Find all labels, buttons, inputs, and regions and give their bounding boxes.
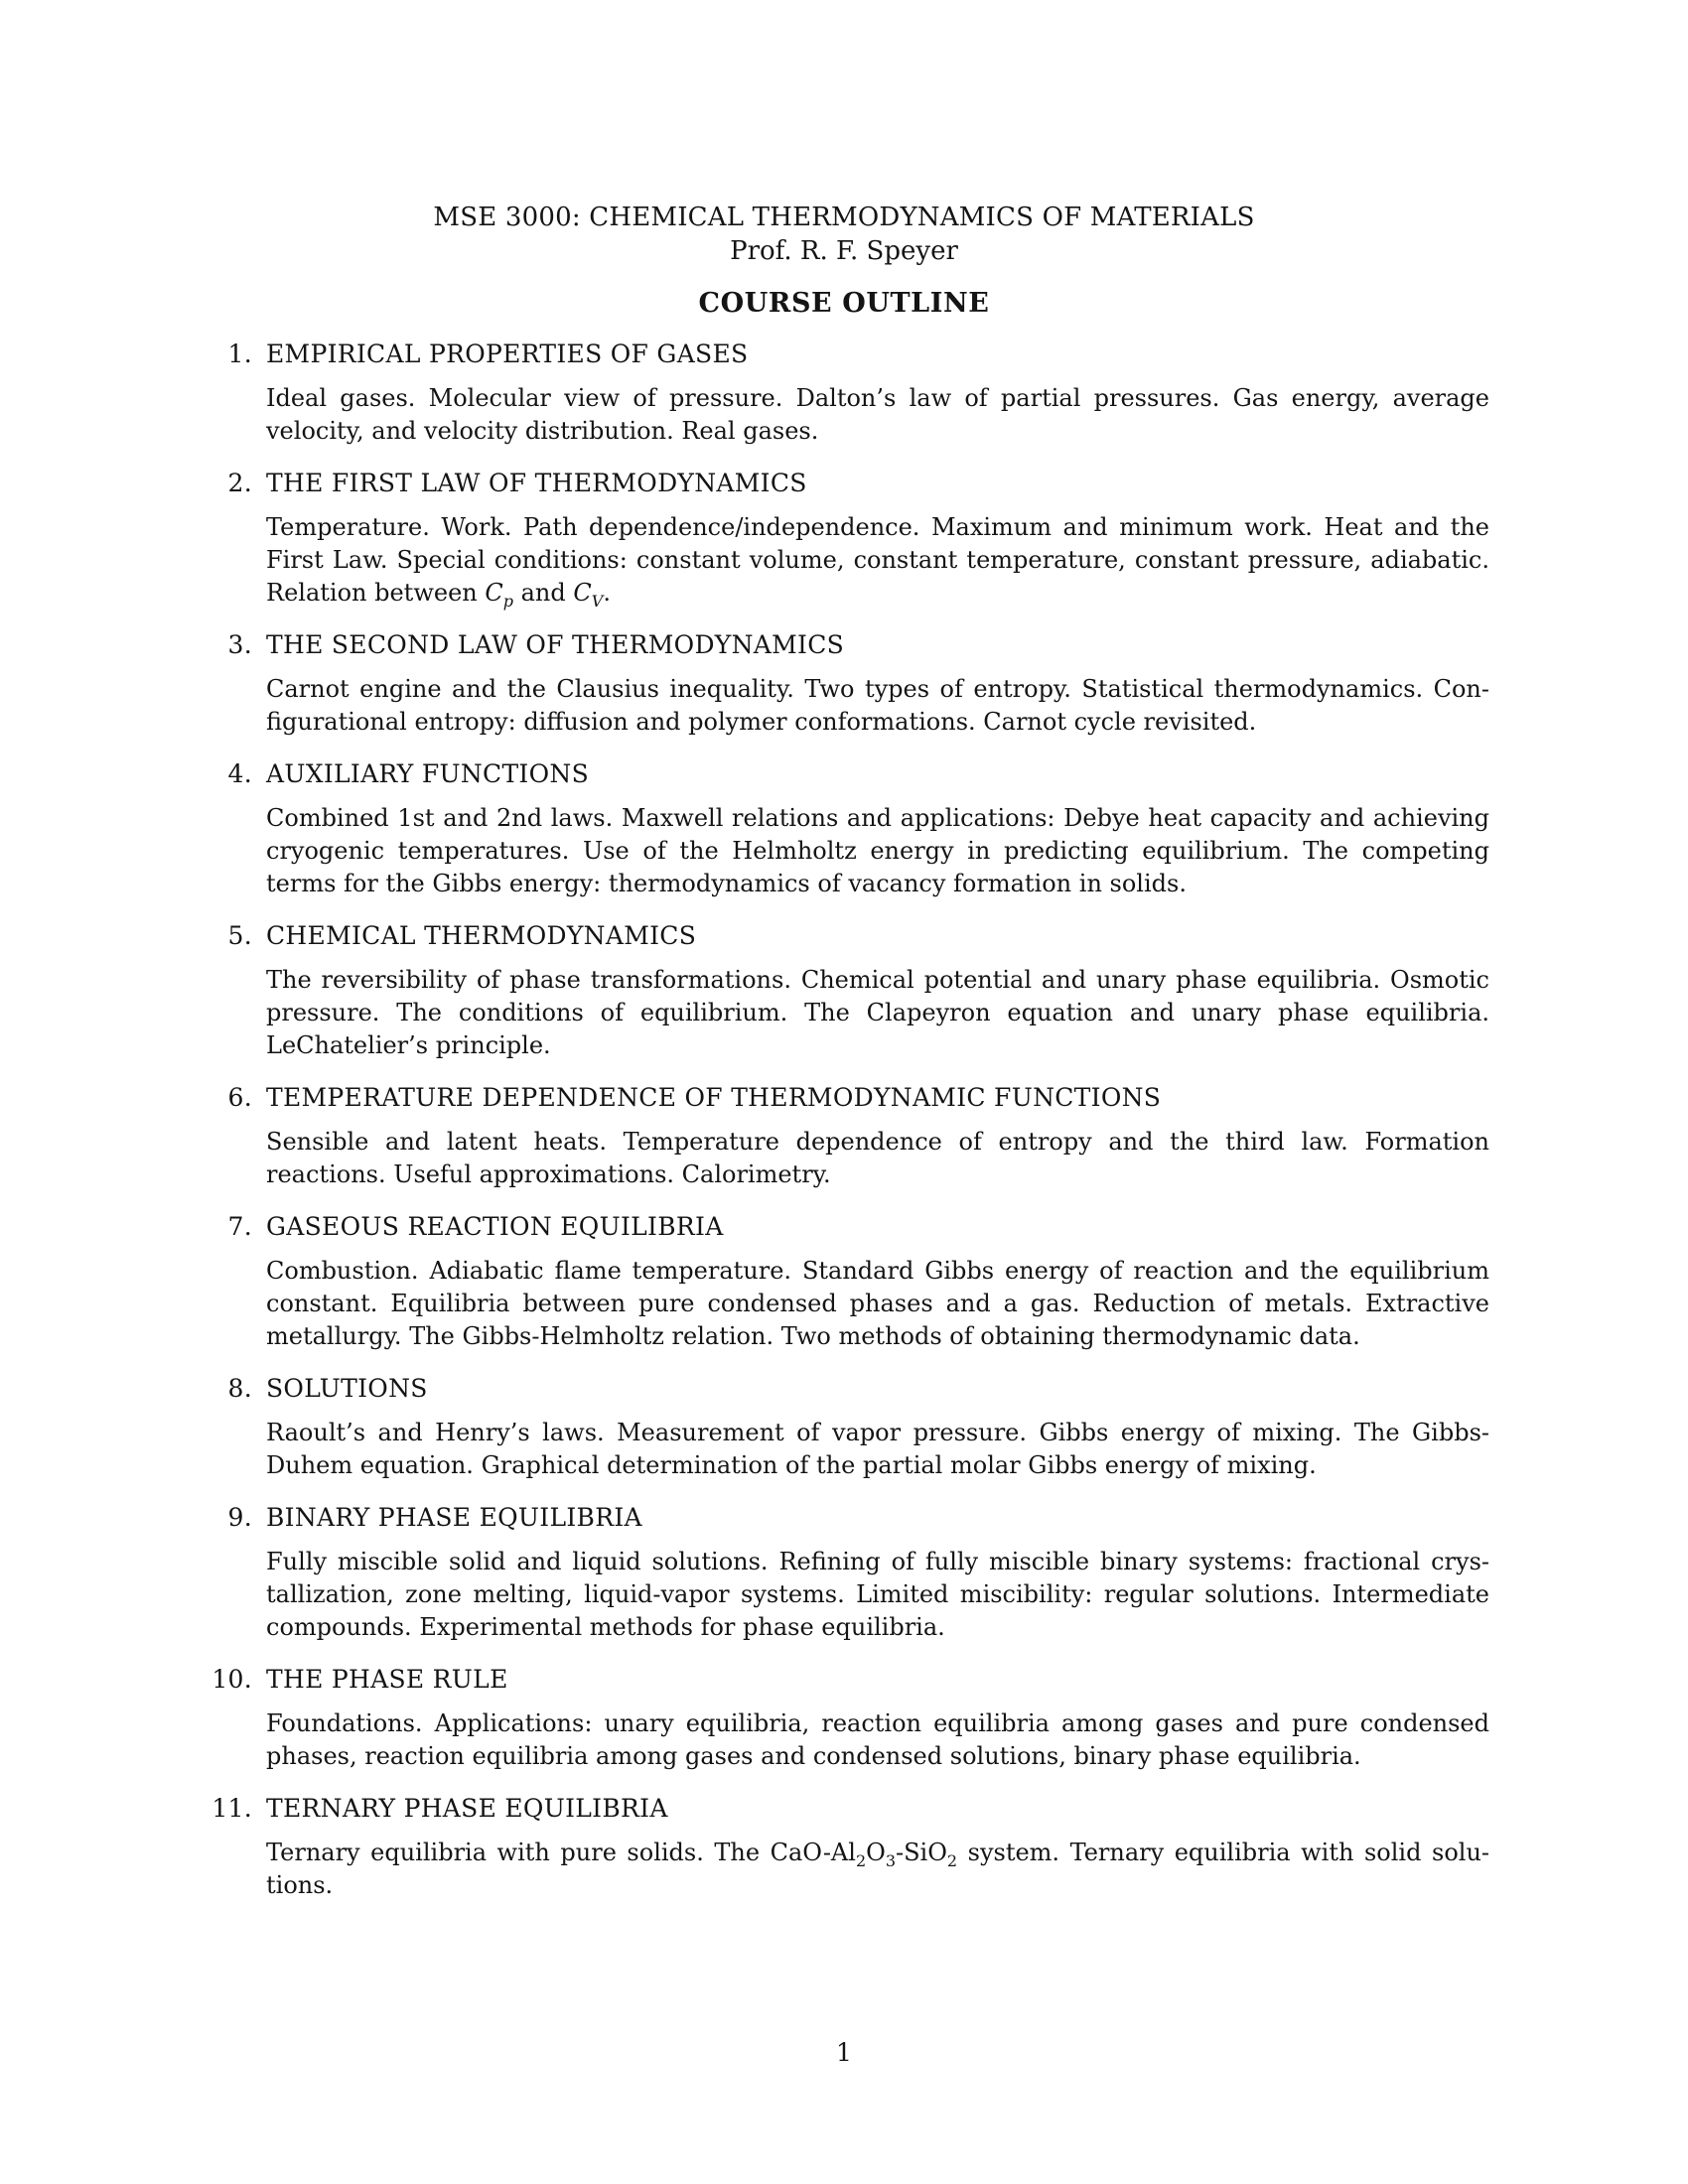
instructor-name: Prof. R. F. Speyer <box>730 236 958 266</box>
section-description <box>266 511 1489 610</box>
section-text: and <box>512 579 574 607</box>
outline-section <box>209 1501 1489 1644</box>
section-title: GASEOUS REACTION EQUILIBRIA <box>266 1212 724 1241</box>
section-description: Sensible and latent heats. Temperature dependence of entropy and the third law. Formation reactions. Useful approximations. Calorimetry. <box>266 1128 1489 1188</box>
outline-section <box>209 1372 1489 1482</box>
section-description: Fully miscible solid and liquid solutions. Refining of fully miscible binary systems: fractional crystallization, zone melting, liquid-vapor systems. Limited miscibility: regular solutions. Intermediate compounds. Experimental methods for phase equilibria. <box>266 1548 1489 1641</box>
section-heading <box>209 1792 1489 1826</box>
section-heading <box>209 1501 1489 1535</box>
outline-section <box>209 467 1489 610</box>
section-heading <box>209 1663 1489 1697</box>
section-title: CHEMICAL THERMODYNAMICS <box>266 921 697 950</box>
section-title: EMPIRICAL PROPERTIES OF GASES <box>266 340 749 368</box>
section-number: 1. <box>227 340 252 368</box>
page-number: 1 <box>836 2038 852 2067</box>
section-heading <box>209 628 1489 662</box>
section-title: SOLUTIONS <box>266 1374 428 1403</box>
section-number: 4. <box>227 759 252 788</box>
section-text: Ternary equilibria with pure solids. The CaO-Al <box>266 1839 856 1866</box>
section-title: TERNARY PHASE EQUILIBRIA <box>266 1794 668 1823</box>
section-heading <box>209 467 1489 500</box>
section-description: Raoult’s and Henry’s laws. Measurement of vapor pressure. Gibbs energy of mixing. The Gibbs-Duhem equation. Graphical determination of the partial molar Gibbs energy of mixing. <box>266 1419 1489 1479</box>
section-text: Relation between <box>266 579 486 607</box>
section-description <box>266 1837 1489 1902</box>
section-heading <box>209 757 1489 791</box>
outline-heading: COURSE OUTLINE <box>698 288 990 319</box>
section-number: 10. <box>211 1665 252 1694</box>
outline-section <box>209 338 1489 448</box>
section-description: Combustion. Adiabatic flame temperature. Standard Gibbs energy of reaction and the equilibrium constant. Equilibria between pure condensed phases and a gas. Reduction of metals. Extractive metallurgy. The Gibbs-Helmholtz relation. Two methods of obtaining thermodynamic data. <box>266 1257 1489 1350</box>
outline-section <box>209 628 1489 739</box>
section-description: The reversibility of phase transformations. Chemical potential and unary phase equilibria. Osmotic pressure. The conditions of equilibrium. The Clapeyron equation and unary phase equilibria. LeChatelier’s principle. <box>266 966 1489 1059</box>
outline-section <box>209 1210 1489 1353</box>
section-heading <box>209 1372 1489 1406</box>
section-text: . <box>603 579 611 607</box>
section-title: THE SECOND LAW OF THERMODYNAMICS <box>266 630 845 659</box>
section-heading <box>209 1081 1489 1115</box>
course-outline-list <box>209 338 1489 1921</box>
subscript: 3 <box>885 1850 896 1870</box>
outline-section <box>209 1663 1489 1773</box>
section-number: 6. <box>227 1083 252 1112</box>
section-title: AUXILIARY FUNCTIONS <box>266 759 589 788</box>
section-number: 11. <box>211 1794 252 1823</box>
section-number: 3. <box>227 630 252 659</box>
outline-section <box>209 1792 1489 1902</box>
section-description: Combined 1st and 2nd laws. Maxwell relations and applications: Debye heat capacity and achieving cryogenic temperatures. Use of the Helmholtz energy in predicting equilibrium. The competing terms for the Gibbs energy: thermodynamics of vacancy formation in solids. <box>266 804 1489 897</box>
subscript: 2 <box>855 1850 867 1870</box>
section-description: Carnot engine and the Clausius inequality. Two types of entropy. Statistical thermodynamics. Configurational entropy: diffusion and polymer conformations. Carnot cycle revisited. <box>266 675 1489 736</box>
section-title: TEMPERATURE DEPENDENCE OF THERMODYNAMIC FUNCTIONS <box>266 1083 1162 1112</box>
section-title: THE PHASE RULE <box>266 1665 508 1694</box>
section-heading <box>209 919 1489 953</box>
section-text: -SiO <box>896 1839 947 1866</box>
section-number: 2. <box>227 469 252 497</box>
section-number: 5. <box>227 921 252 950</box>
course-title: MSE 3000: CHEMICAL THERMODYNAMICS OF MATERIALS <box>433 203 1255 232</box>
section-heading <box>209 1210 1489 1244</box>
section-description: Ideal gases. Molecular view of pressure. Dalton’s law of partial pressures. Gas energy, average velocity, and velocity distribution. Real gases. <box>266 384 1489 445</box>
section-number: 8. <box>227 1374 252 1403</box>
section-text: system. Ternary equilibria with solid solutions. <box>266 1839 1490 1899</box>
section-description: Foundations. Applications: unary equilibria, reaction equilibria among gases and pure condensed phases, reaction equilibria among gases and condensed solutions, binary phase equilibria. <box>266 1709 1489 1770</box>
outline-section <box>209 757 1489 900</box>
heat-capacity-cp-symbol: $C_p$ <box>485 579 513 611</box>
section-text: O <box>866 1839 886 1866</box>
section-title: THE FIRST LAW OF THERMODYNAMICS <box>266 469 807 497</box>
subscript: 2 <box>946 1850 958 1870</box>
heat-capacity-cv-symbol: $C_V$ <box>573 579 604 611</box>
section-number: 7. <box>227 1212 252 1241</box>
section-text: Temperature. Work. Path dependence/independence. Maximum and minimum work. Heat and the First Law. Special conditions: constant volume, constant temperature, constant pressure, adiabatic. <box>266 513 1489 574</box>
section-title: BINARY PHASE EQUILIBRIA <box>266 1503 642 1532</box>
section-number: 9. <box>227 1503 252 1532</box>
outline-section <box>209 1081 1489 1191</box>
section-heading <box>209 338 1489 371</box>
outline-section <box>209 919 1489 1062</box>
